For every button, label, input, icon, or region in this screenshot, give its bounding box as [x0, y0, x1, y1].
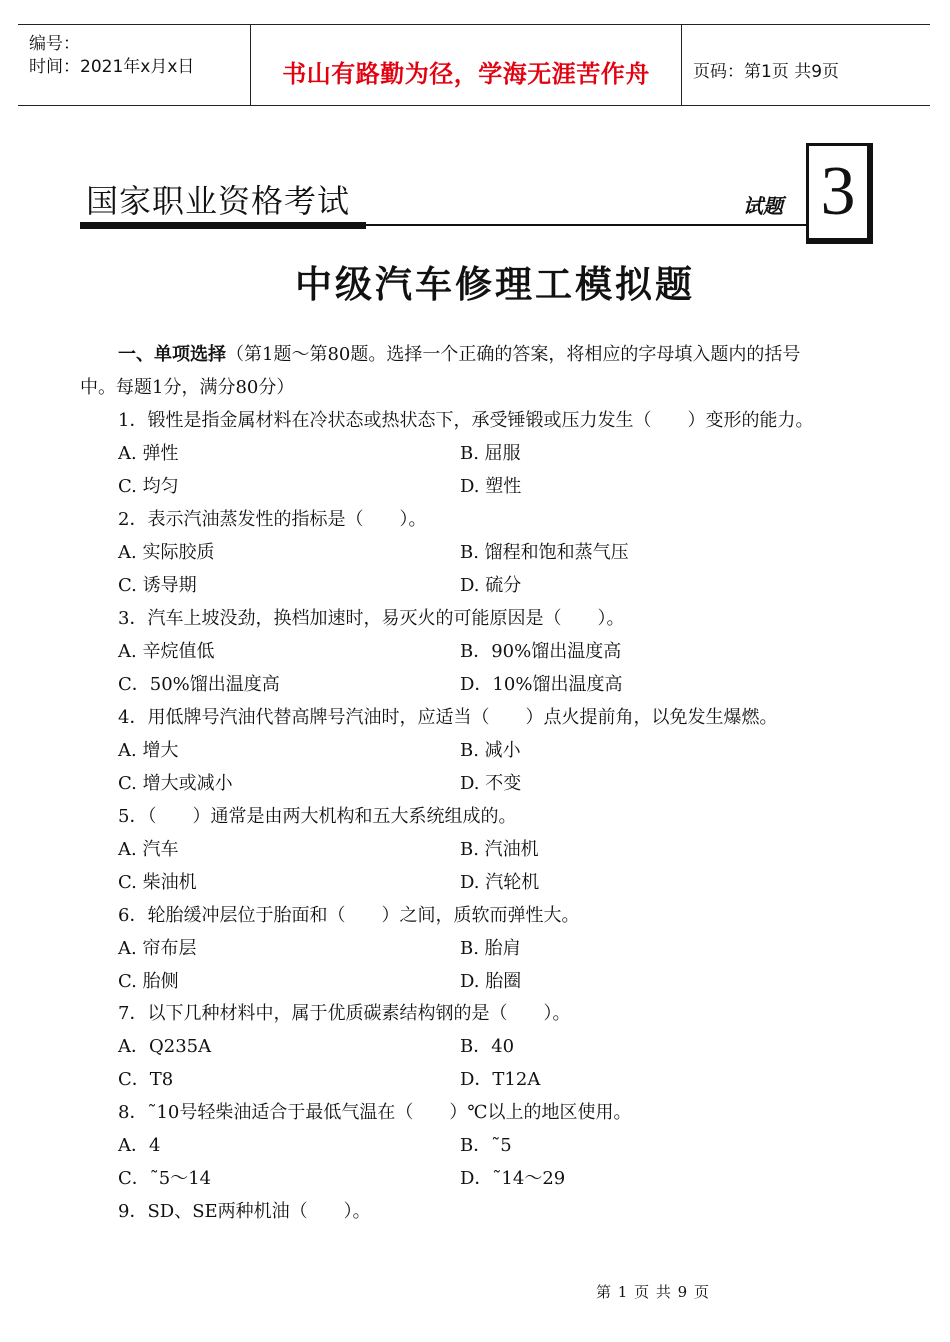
option-c: C．50%馏出温度高: [118, 674, 280, 695]
document-title: 中级汽车修理工模拟题: [295, 262, 695, 306]
option-a: A. 辛烷值低: [118, 641, 215, 662]
option-d: D. 不变: [460, 773, 522, 794]
question-stem: 7．以下几种材料中，属于优质碳素结构钢的是（ ）。: [118, 1003, 571, 1024]
option-d: D．˜14～29: [460, 1168, 566, 1189]
exam-banner-title: 国家职业资格考试: [86, 182, 351, 220]
section-intro-line2: 中。每题1分，满分80分）: [80, 377, 295, 398]
question-stem: 3．汽车上坡没劲，换档加速时，易灭火的可能原因是（ ）。: [118, 608, 625, 629]
section-intro-line1: [118, 340, 800, 366]
option-b: B. 屈服: [460, 443, 521, 464]
option-a: A. 弹性: [118, 443, 179, 464]
option-a: A. 汽车: [118, 839, 179, 860]
question-stem: 2．表示汽油蒸发性的指标是（ ）。: [118, 509, 427, 530]
motto: 书山有路勤为径，学海无涯苦作舟: [282, 60, 650, 88]
page-footer: 第 1 页 共 9 页: [596, 1283, 710, 1301]
option-b: B．40: [460, 1036, 515, 1057]
option-b: B. 减小: [460, 740, 521, 761]
option-b: B. 汽油机: [460, 839, 539, 860]
option-a: A. 实际胶质: [118, 542, 215, 563]
question-stem: 1．锻性是指金属材料在冷状态或热状态下，承受锤锻或压力发生（ ）变形的能力。: [118, 410, 814, 431]
shiti-label: 试题: [743, 194, 783, 218]
option-c: C. 诱导期: [118, 575, 197, 596]
exam-number-box: [806, 143, 873, 244]
option-b: B. 胎肩: [460, 938, 521, 959]
question-stem: 8．˜10号轻柴油适合于最低气温在（ ）℃以上的地区使用。: [118, 1102, 632, 1123]
option-d: D. 胎圈: [460, 971, 522, 992]
option-d: D. 塑性: [460, 476, 522, 497]
question-stem: 6．轮胎缓冲层位于胎面和（ ）之间，质软而弹性大。: [118, 905, 580, 926]
page-header: [18, 24, 930, 106]
exam-number: 3: [820, 153, 856, 230]
option-d: D．T12A: [460, 1069, 541, 1090]
option-b: B. 馏程和饱和蒸气压: [460, 542, 629, 563]
page-number-label: 页码：第1页 共9页: [693, 62, 840, 82]
option-d: D. 汽轮机: [460, 872, 540, 893]
time-label: 时间：2021年x月x日: [29, 57, 195, 77]
option-c: C．T8: [118, 1069, 174, 1090]
section-instructions: （第1题～第80题。选择一个正确的答案，将相应的字母填入题内的括号: [226, 344, 801, 365]
id-label: 编号：: [29, 34, 80, 54]
question-stem: 4．用低牌号汽油代替高牌号汽油时，应适当（ ）点火提前角，以免发生爆燃。: [118, 707, 778, 728]
option-a: A．Q235A: [118, 1036, 212, 1057]
option-c: C. 柴油机: [118, 872, 197, 893]
option-c: C. 均匀: [118, 476, 179, 497]
option-b: B．˜5: [460, 1135, 512, 1156]
question-stem: 5．（ ）通常是由两大机构和五大系统组成的。: [118, 806, 517, 827]
option-c: C. 胎侧: [118, 971, 179, 992]
banner-thick-rule: [80, 222, 366, 229]
option-a: A. 增大: [118, 740, 179, 761]
option-a: A．4: [118, 1135, 161, 1156]
option-d: D．10%馏出温度高: [460, 674, 623, 695]
option-c: C．˜5～14: [118, 1168, 212, 1189]
banner-thin-rule: [366, 224, 806, 226]
header-motto-cell: [250, 25, 682, 105]
option-c: C. 增大或减小: [118, 773, 233, 794]
header-page-cell: [681, 25, 930, 105]
option-d: D. 硫分: [460, 575, 522, 596]
option-a: A. 帘布层: [118, 938, 197, 959]
header-info-cell: [18, 25, 250, 105]
option-b: B．90%馏出温度高: [460, 641, 622, 662]
section-label: 一、单项选择: [118, 344, 226, 365]
question-stem: 9．SD、SE两种机油（ ）。: [118, 1201, 371, 1222]
